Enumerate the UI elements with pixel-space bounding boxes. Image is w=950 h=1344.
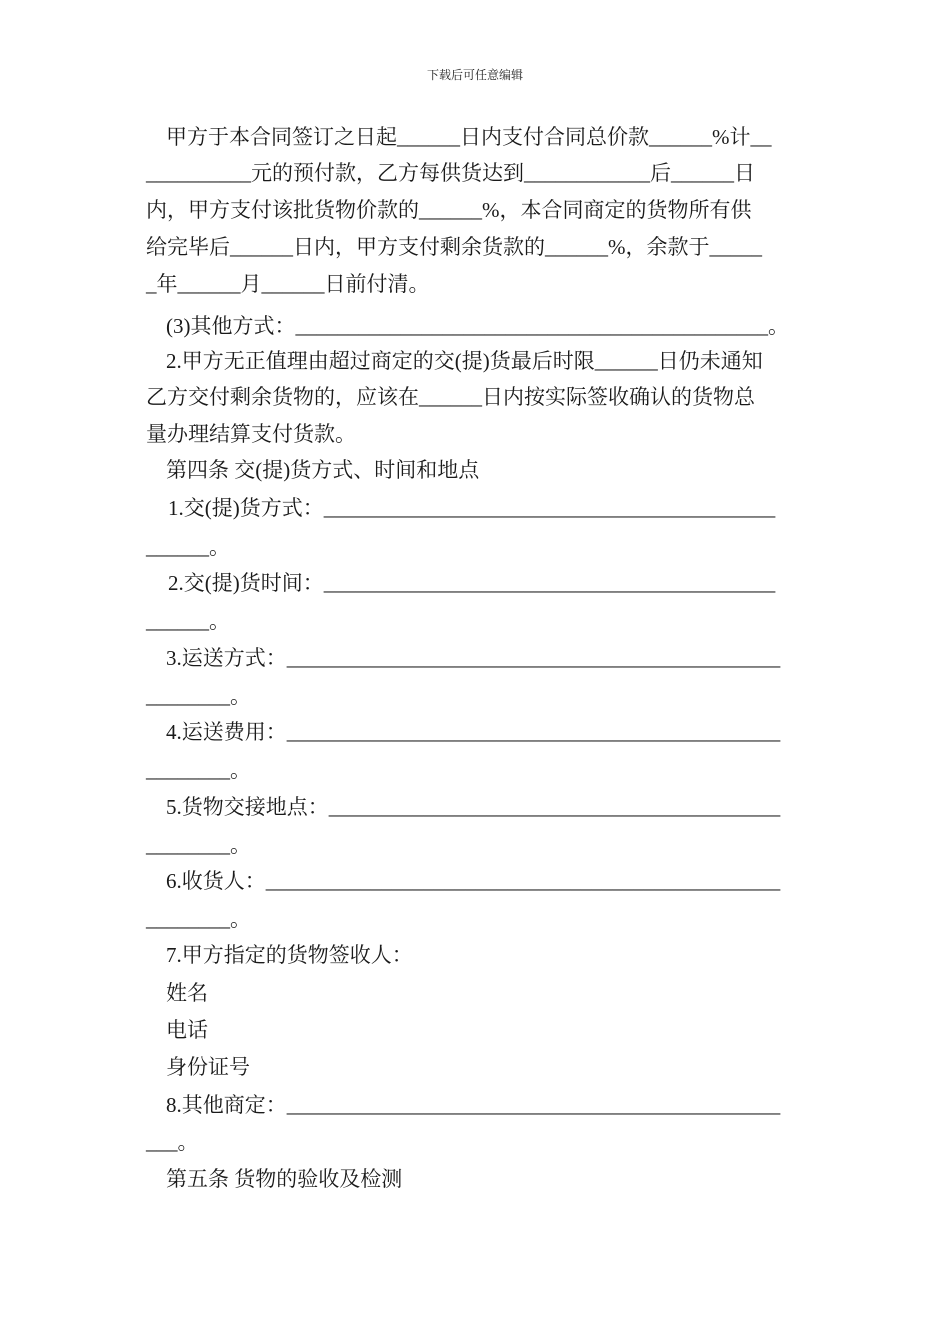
form-line: 姓名 (166, 981, 208, 1005)
form-line: 4.运送费用：_______________________________________________ (166, 720, 781, 744)
paragraph-line: 给完毕后______日内，甲方支付剩余货款的______%，余款于_____ (146, 235, 762, 259)
paragraph-line: (3)其他方式：_____________________________________________。 (166, 314, 789, 338)
form-line: 5.货物交接地点：___________________________________________ (166, 795, 781, 819)
form-line: ________。 (146, 758, 251, 782)
form-line: ______。 (146, 535, 230, 559)
form-line: ________。 (146, 833, 251, 857)
paragraph-line: __________元的预付款，乙方每供货达到____________后______日 (146, 161, 755, 185)
paragraph-line: 内，甲方支付该批货物价款的______%，本合同商定的货物所有供 (146, 198, 752, 222)
form-line: 身份证号 (166, 1055, 250, 1079)
section-heading: 第四条 交(提)货方式、时间和地点 (166, 458, 480, 482)
section-heading: 第五条 货物的验收及检测 (166, 1167, 403, 1191)
form-line: 3.运送方式：_______________________________________________ (166, 646, 781, 670)
form-line: 1.交(提)货方式：___________________________________________ (168, 496, 776, 520)
paragraph-line: 量办理结算支付货款。 (146, 422, 356, 446)
form-line: ________。 (146, 684, 251, 708)
form-line: 电话 (166, 1018, 208, 1042)
paragraph-line: 乙方交付剩余货物的，应该在______日内按实际签收确认的货物总 (146, 385, 755, 409)
paragraph-line: 2.甲方无正值理由超过商定的交(提)货最后时限______日仍未通知 (166, 349, 763, 373)
form-line: 7.甲方指定的货物签收人： (166, 943, 413, 967)
form-line: 6.收货人：_________________________________________________ (166, 869, 781, 893)
page-header: 下载后可任意编辑 (426, 68, 523, 82)
form-line: ___。 (146, 1130, 199, 1154)
form-line: 8.其他商定：_______________________________________________ (166, 1093, 781, 1117)
form-line: 2.交(提)货时间：___________________________________________ (168, 571, 776, 595)
form-line: ______。 (146, 609, 230, 633)
paragraph-line: 甲方于本合同签订之日起______日内支付合同总价款______%计__ (166, 125, 772, 149)
paragraph-line: _年______月______日前付清。 (146, 272, 430, 296)
form-line: ________。 (146, 907, 251, 931)
